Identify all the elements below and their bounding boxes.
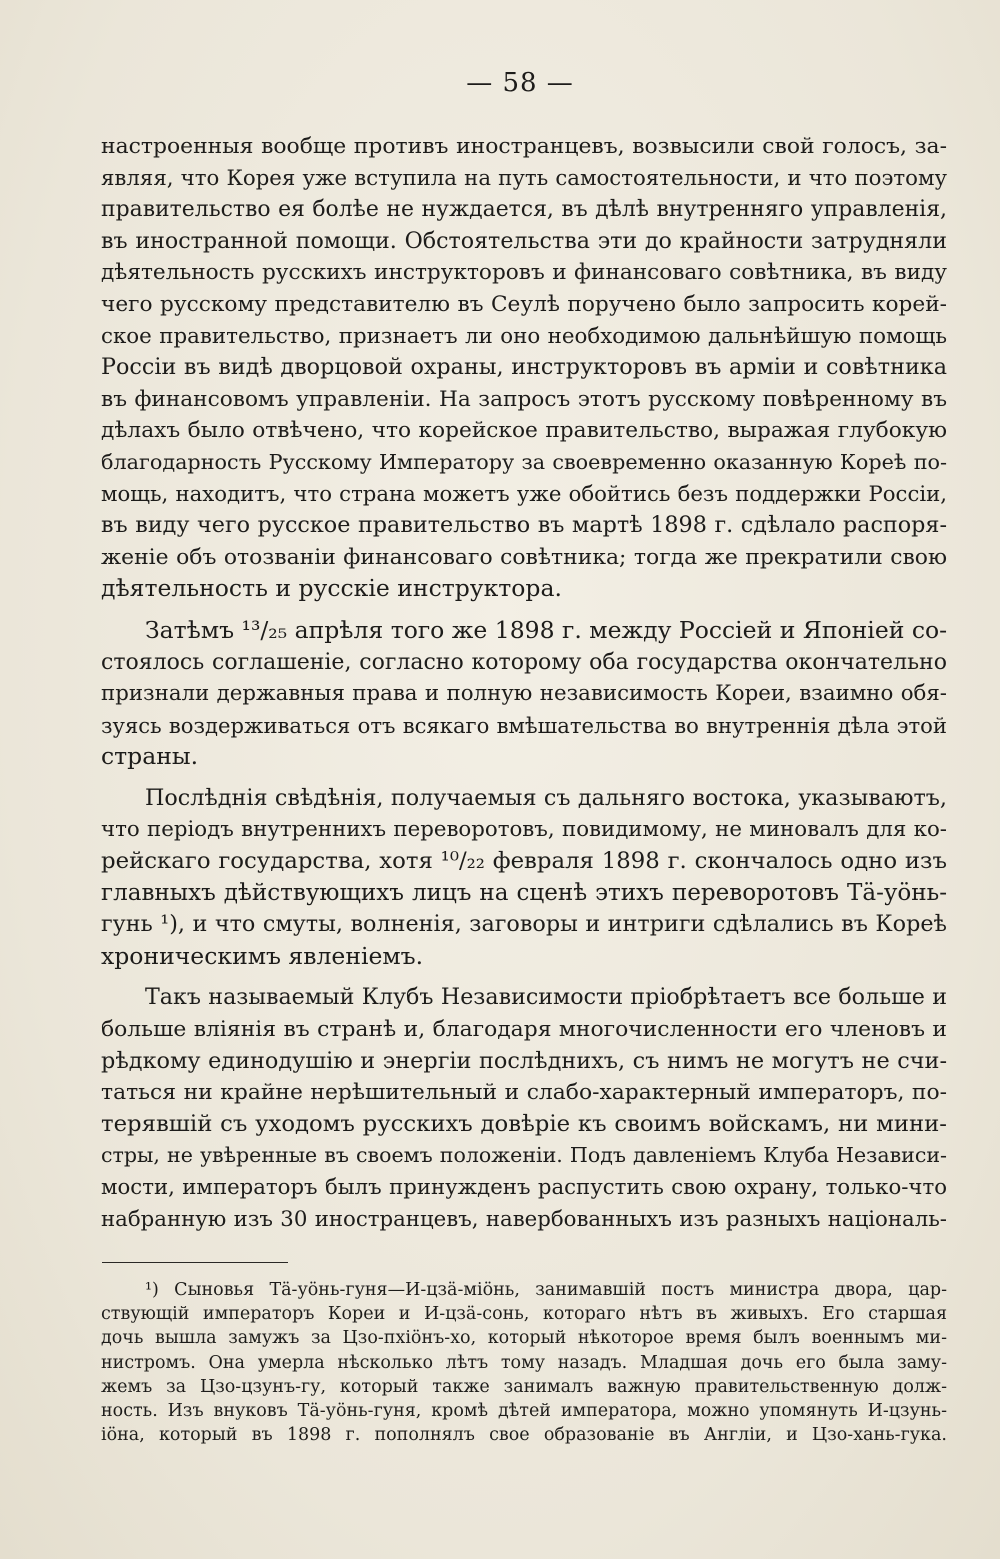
text-line: главныхъ дѣйствующихъ лицъ на сценѣ этихъ переворотовъ Тä-уöнь- — [101, 879, 947, 906]
text-line: рейскаго государства, хотя ¹⁰/₂₂ февраля 1898 г. скончалось одно изъ — [101, 848, 947, 875]
text-line: хроническимъ явленіемъ. — [101, 941, 424, 970]
text-line: Россіи въ видѣ дворцовой охраны, инструкторовъ въ арміи и совѣтника — [101, 354, 947, 381]
text-line: являя, что Корея уже вступила на путь самостоятельности, и что поэтому — [101, 165, 947, 191]
text-line: благодарность Русскому Императору за своевременно оказанную Кореѣ по- — [101, 449, 947, 474]
text-line: мости, императоръ былъ принужденъ распустить свою охрану, только-что — [101, 1175, 947, 1200]
footnote-line: іöна, который въ 1898 г. пополнялъ свое образованіе въ Англіи, и Цзо-хань-гука. — [101, 1425, 947, 1446]
text-line: таться ни крайне нерѣшительный и слабо-характерный императоръ, по- — [101, 1080, 947, 1106]
text-line: зуясь воздерживаться отъ всякаго вмѣшательства во внутреннія дѣла этой — [101, 712, 947, 738]
footnote-line: нистромъ. Она умерла нѣсколько лѣтъ тому назадъ. Младшая дочь его была заму- — [101, 1352, 947, 1373]
text-line: рѣдкому единодушію и энергіи послѣднихъ, съ нимъ не могутъ не счи- — [101, 1047, 947, 1074]
text-line: терявшій съ уходомъ русскихъ довѣріе къ своимъ войскамъ, ни мини- — [101, 1110, 947, 1137]
text-line: признали державныя права и полную независимость Кореи, взаимно обя- — [101, 681, 947, 707]
text-line: ское правительство, признаетъ ли оно необходимою дальнѣйшую помощь — [101, 323, 947, 349]
text-line: что періодъ внутреннихъ переворотовъ, повидимому, не миновалъ для ко- — [101, 817, 947, 843]
text-line: стры, не увѣренные въ своемъ положеніи. Подъ давленіемъ Клуба Независи- — [101, 1143, 947, 1168]
text-line: въ финансовомъ управленіи. На запросъ этотъ русскому повѣренному въ — [101, 386, 947, 412]
text-line: настроенныя вообще противъ иностранцевъ, возвысили свой голосъ, за- — [101, 134, 947, 159]
footnote-line: ствующій императоръ Кореи и И-цзä-сонь, котораго нѣтъ въ живыхъ. Его старшая — [101, 1304, 947, 1325]
text-line: дѣлахъ было отвѣчено, что корейское правительство, выражая глубокую — [101, 418, 947, 444]
paragraph-gap — [101, 773, 947, 783]
page-number: — 58 — — [466, 68, 574, 98]
footnote-rule — [102, 1262, 288, 1263]
footnote-line: жемъ за Цзо-цзунъ-гу, который также занималъ важную правительственную долж- — [101, 1376, 947, 1397]
text-line: чего русскому представителю въ Сеулѣ поручено было запросить корей- — [101, 291, 947, 317]
footnote-line: дочь вышла замужъ за Цзо-пхіöнъ-хо, который нѣкоторое время былъ военнымъ ми- — [101, 1328, 947, 1349]
paragraph-3 — [101, 783, 947, 973]
footnote-line: ¹) Сыновья Тä-уöнь-гуня—И-цзä-міöнь, занимавшій постъ министра двора, цар- — [145, 1280, 947, 1300]
footnote — [101, 1278, 947, 1447]
text-line: дѣятельность и русскіе инструктора. — [101, 574, 562, 603]
text-line: Такъ называемый Клубъ Независимости пріобрѣтаетъ все больше и — [145, 984, 947, 1011]
text-line: гунь ¹), и что смуты, волненія, заговоры и интриги сдѣлались въ Кореѣ — [101, 911, 947, 938]
body-text — [101, 131, 947, 1235]
footnote-line: ность. Изъ внуковъ Тä-уöнь-гуня, кромѣ дѣтей императора, можно упомянуть И-цзунь- — [101, 1400, 947, 1421]
text-line: дѣятельность русскихъ инструкторовъ и финансоваго совѣтника, въ виду — [101, 260, 947, 286]
paragraph-4 — [101, 982, 947, 1235]
paragraph-gap — [101, 972, 947, 982]
text-line: въ иностранной помощи. Обстоятельства эти до крайности затрудняли — [101, 227, 947, 254]
text-line: Затѣмъ ¹³/₂₅ апрѣля того же 1898 г. между Россіей и Японіей со- — [145, 615, 948, 644]
text-line: въ виду чего русское правительство въ мартѣ 1898 г. сдѣлало распоря- — [101, 512, 947, 539]
paragraph-2 — [101, 615, 947, 773]
text-line: больше вліянія въ странѣ и, благодаря многочисленности его членовъ и — [101, 1017, 947, 1043]
text-line: женіе объ отозваніи финансоваго совѣтника; тогда же прекратили свою — [101, 544, 947, 570]
text-line: правительство ея болѣе не нуждается, въ дѣлѣ внутренняго управленія, — [101, 197, 947, 223]
paragraph-1 — [101, 131, 947, 605]
text-line: страны. — [101, 742, 199, 771]
text-line: набранную изъ 30 иностранцевъ, навербованныхъ изъ разныхъ національ- — [101, 1206, 947, 1232]
paragraph-gap — [101, 605, 947, 615]
text-line: Послѣднія свѣдѣнія, получаемыя съ дальняго востока, указываютъ, — [145, 784, 947, 811]
text-line: стоялось соглашеніе, согласно которому оба государства окончательно — [101, 649, 947, 675]
text-line: мощь, находитъ, что страна можетъ уже обойтись безъ поддержки Россіи, — [101, 481, 947, 507]
